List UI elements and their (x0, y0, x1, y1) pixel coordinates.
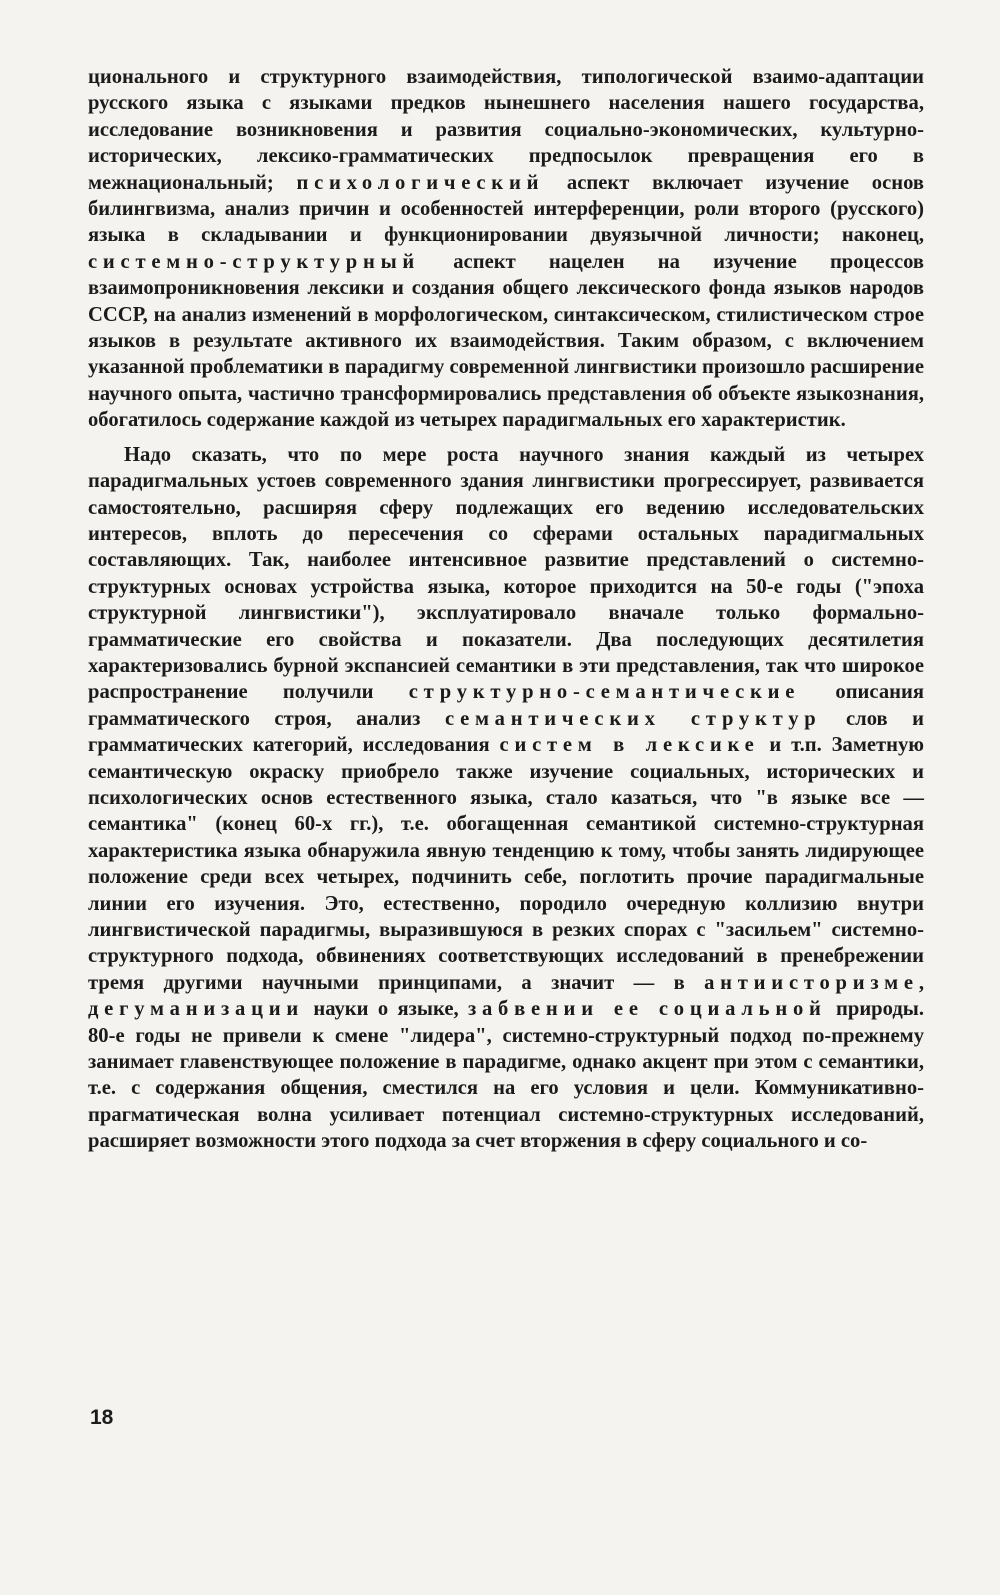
paragraph-2-text-2: описания грамматического строя, анализ (88, 681, 924, 730)
spaced-term-structural-semantic: структурно-семантические (408, 681, 801, 704)
page-text (88, 64, 924, 1163)
paragraph-2-text-5: , (918, 971, 924, 994)
paragraph-2-text-3: слов и грамматических категорий, исследования (88, 707, 925, 757)
paragraph-2-text-6: науки о языке, (304, 998, 468, 1021)
paragraph-1-text-1: ционального и структурного взаимодействия, типологической взаимо-адаптации русского языка с языками предков нынешнего населения нашего государства, исследование возникновения и развития социально-экономических, культурно-исторических, лексико-грамматических предпосылок превращения его в межнациональный; (88, 66, 924, 194)
spaced-term-antihistorism: антиисторизме (704, 971, 919, 994)
paragraph-2-text-4: и т.п. Заметную семантическую окраску приобрело также изучение социальных, исторических и психологических основ естественного языка, стало казаться, что "в языке все — семантика" (конец 60-х гг.), т.е. обогащенная семантикой системно-структурная характеристика языка обнаружила явную тенденцию к тому, чтобы занять лидирующее положение среди всех четырех, подчинить себе, поглотить прочие парадигмальные линии его изучения. Это, естественно, породило очередную коллизию внутри лингвистической парадигмы, выразившуюся в резких спорах с "засильем" системно-структурного подхода, обвинениях соответствующих исследований в пренебрежении тремя другими научными принципами, а значит — в (88, 734, 925, 994)
page-number: 18 (90, 1406, 114, 1429)
paragraph-1 (88, 64, 924, 434)
paragraph-1-text-2: аспект включает изучение основ билингвизма, анализ причин и особенностей интерференции, роли второго (русского) языка в складывании и функционировании двуязычной личности; наконец, (88, 171, 924, 247)
spaced-term-system-structural: системно-структурный (88, 250, 421, 273)
paragraph-1-text-3: аспект нацелен на изучение процессов взаимопроникновения лексики и создания общего лексического фонда языков народов СССР, на анализ изменений в морфологическом, синтаксическом, стилистическом строе языков в результате активного их взаимодействия. Таким образом, с включением указанной проблематики в парадигму современной лингвистики произошло расширение научного опыта, частично трансформировались представления об объекте языкознания, обогатилось содержание каждой из четырех парадигмальных его характеристик. (88, 250, 924, 432)
paragraph-2 (88, 442, 924, 1155)
paragraph-2-text-7: природы. 80-е годы не привели к смене "лидера", системно-структурный подход по-прежнему занимает главенствующее положение в парадигме, однако акцент при этом с семантики, т.е. с содержания общения, сместился на его условия и цели. Коммуникативно-прагматическая волна усиливает потенциал системно-структурных исследований, расширяет возможности этого подхода за счет вторжения в сферу социального и со- (88, 998, 924, 1153)
spaced-term-oblivion-social: забвении ее социальной (467, 998, 827, 1021)
spaced-term-systems-in-lexicon: систем в лексике (499, 734, 760, 757)
paragraph-2-text-1: Надо сказать, что по мере роста научного знания каждый из четырех парадигмальных устоев современного здания лингвистики прогрессирует, развивается самостоятельно, расширяя сферу подлежащих его ведению исследовательских интересов, вплоть до пересечения со сферами остальных парадигмальных составляющих. Так, наиболее интенсивное развитие представлений о системно-структурных основах устройства языка, которое приходится на 50-е годы ("эпоха структурной лингвистики"), эксплуатировало вначале только формально-грамматические его свойства и показатели. Два последующих десятилетия характеризовались бурной экспансией семантики в эти представления, так что широкое распространение получили (88, 443, 924, 704)
spaced-term-dehumanization: дегуманизации (88, 998, 305, 1021)
spaced-term-psychological: психологический (296, 171, 545, 194)
spaced-term-semantic-structures: семантических структур (444, 707, 822, 730)
